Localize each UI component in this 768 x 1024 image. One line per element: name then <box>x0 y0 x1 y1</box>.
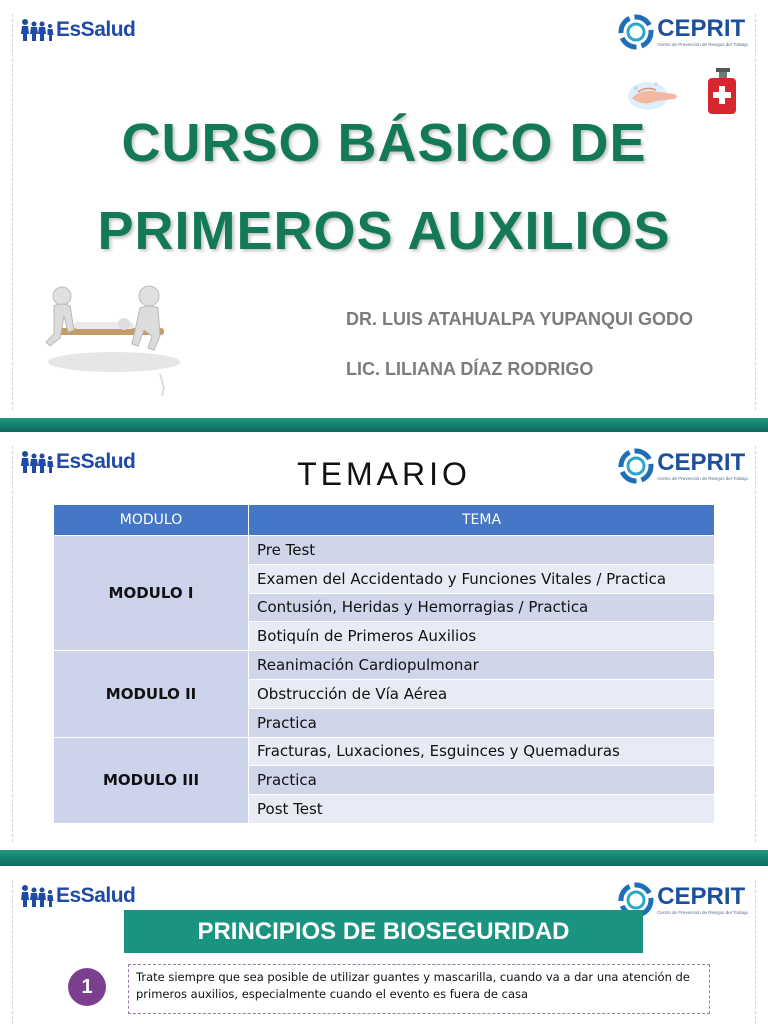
essalud-logo <box>20 884 135 908</box>
ceprit-logo <box>618 14 748 50</box>
hand-washing-icon <box>626 74 682 114</box>
table-row <box>54 536 715 565</box>
separator-band <box>0 850 768 866</box>
title-line-2: PRIMEROS AUXILIOS <box>97 201 671 261</box>
module-cell: MODULO I <box>54 536 249 651</box>
topic-cell: Practica <box>249 708 715 737</box>
author-1: DR. LUIS ATAHUALPA YUPANQUI GODO <box>346 309 694 329</box>
ceprit-subtitle: Centro de Prevención de Riesgos del Trabajo <box>657 909 748 915</box>
author-2: LIC. LILIANA DÍAZ RODRIGO <box>346 359 594 379</box>
ceprit-ring-icon <box>618 14 654 50</box>
essalud-people-icon <box>20 884 54 908</box>
item-number-badge: 1 <box>68 968 106 1006</box>
module-cell: MODULO III <box>54 737 249 823</box>
ceprit-text: CEPRIT <box>657 882 746 910</box>
bioseguridad-item-text: Trate siempre que sea posible de utilizar guantes y mascarilla, cuando va a dar una atención de primeros auxilios, especialmente cuando el evento es fuera de casa <box>128 964 710 1014</box>
table-header-row <box>54 505 715 536</box>
essalud-text: EsSalud <box>56 450 136 473</box>
topic-cell: Practica <box>249 766 715 795</box>
slide-temario <box>0 432 768 850</box>
slide-bioseguridad <box>0 866 768 1024</box>
header-modulo: MODULO <box>54 505 249 536</box>
topic-cell: Botiquín de Primeros Auxilios <box>249 622 715 651</box>
slide-title <box>0 0 768 418</box>
temario-title: TEMARIO <box>297 456 471 492</box>
essalud-text: EsSalud <box>56 18 136 41</box>
essalud-people-icon <box>20 18 54 42</box>
topic-cell: Reanimación Cardiopulmonar <box>249 651 715 680</box>
first-aid-kit-icon <box>700 66 744 116</box>
stretcher-carry-figures-icon <box>34 282 184 406</box>
topic-cell: Post Test <box>249 795 715 824</box>
table-row <box>54 737 715 766</box>
ceprit-text: CEPRIT <box>657 14 746 42</box>
title-line-1: CURSO BÁSICO DE <box>121 113 647 173</box>
ceprit-subtitle: Centro de Prevención de Riesgos del Trabajo <box>657 475 748 481</box>
topic-cell: Fracturas, Luxaciones, Esguinces y Quemaduras <box>249 737 715 766</box>
separator-band <box>0 418 768 432</box>
ceprit-text: CEPRIT <box>657 448 746 476</box>
module-cell: MODULO II <box>54 651 249 737</box>
bioseguridad-title: PRINCIPIOS DE BIOSEGURIDAD <box>124 910 643 953</box>
topic-cell: Pre Test <box>249 536 715 565</box>
ceprit-subtitle: Centro de Prevención de Riesgos del Trabajo <box>657 41 748 47</box>
topic-cell: Examen del Accidentado y Funciones Vitales / Practica <box>249 564 715 593</box>
essalud-text: EsSalud <box>56 884 136 907</box>
table-row <box>54 651 715 680</box>
topic-cell: Contusión, Heridas y Hemorragias / Practica <box>249 593 715 622</box>
temario-table <box>53 504 715 824</box>
header-tema: TEMA <box>249 505 715 536</box>
essalud-logo <box>20 18 135 42</box>
topic-cell: Obstrucción de Vía Aérea <box>249 679 715 708</box>
